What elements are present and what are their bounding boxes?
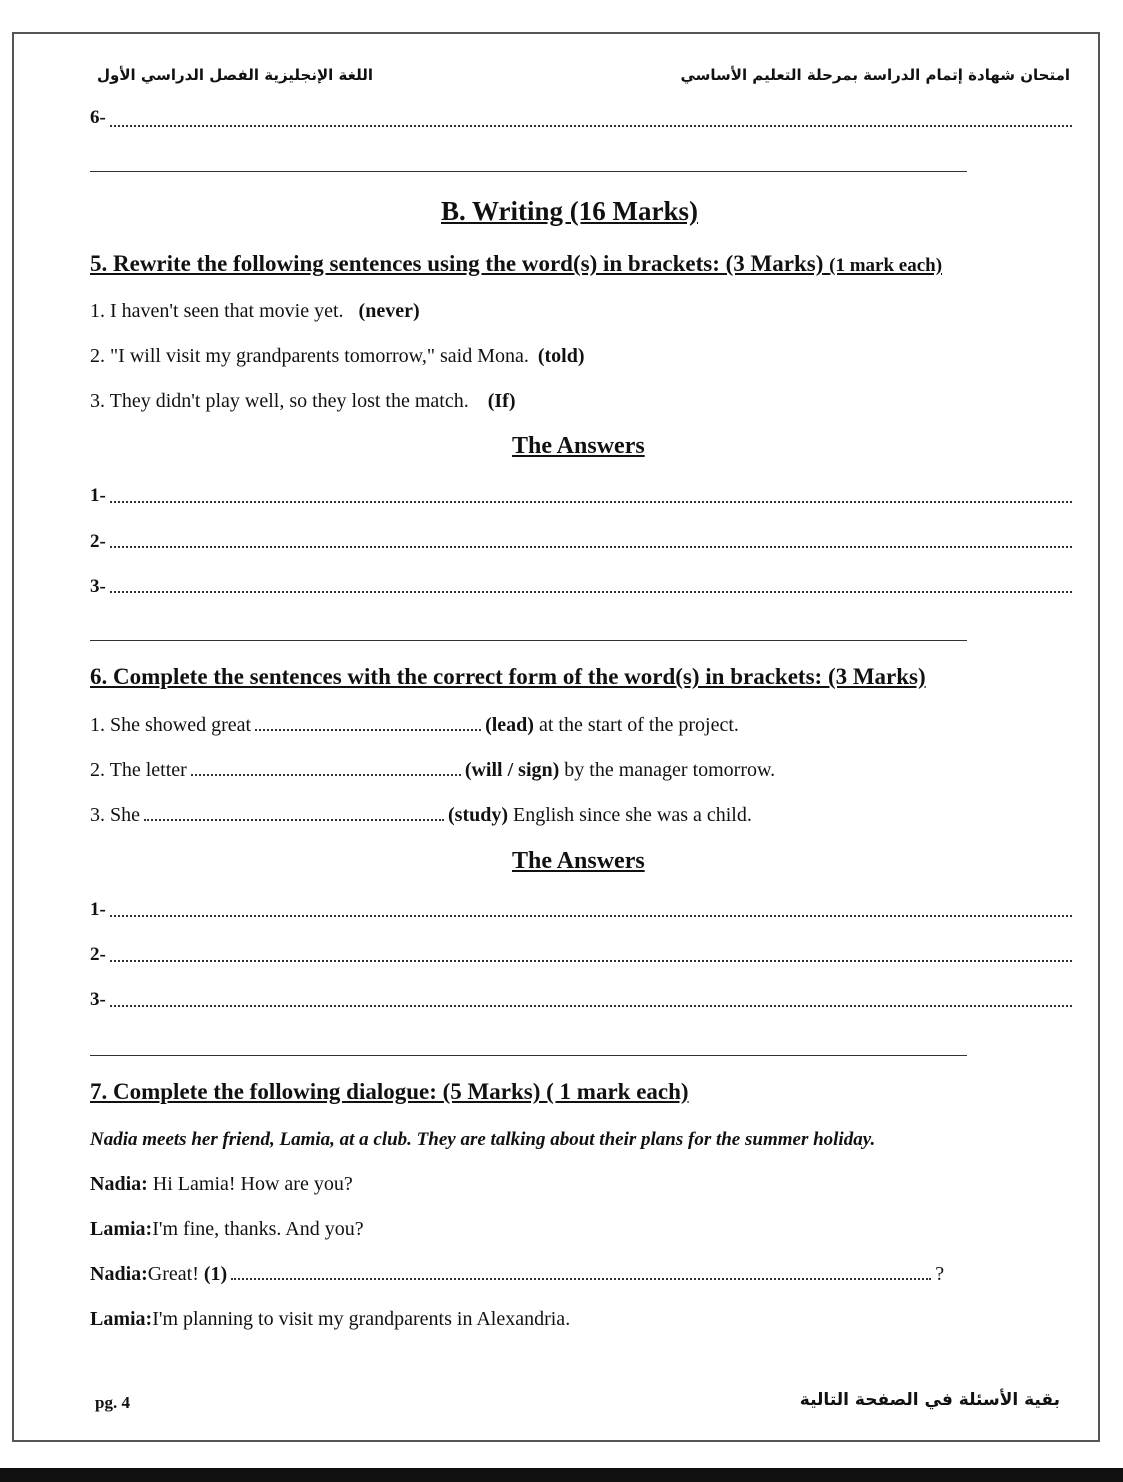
speaker-nadia: Nadia: <box>90 1263 148 1285</box>
q5-item-1-text: 1. I haven't seen that movie yet. <box>90 300 344 322</box>
dialogue-text: Hi Lamia! How are you? <box>147 1173 353 1195</box>
header-subject: اللغة الإنجليزية الفصل الدراسي الأول <box>97 66 373 84</box>
section-title: B. Writing (16 Marks) <box>441 196 699 226</box>
dialogue-text: I'm planning to visit my grandparents in Alexandria. <box>152 1308 571 1330</box>
q6-item-1-word: (lead) <box>485 714 534 736</box>
q6-item-3-before: 3. She <box>90 804 140 826</box>
header-exam-title: امتحان شهادة إتمام الدراسة بمرحلة التعليم الأساسي <box>680 66 1070 84</box>
q5-item-2-word: (told) <box>537 345 585 367</box>
q6-item-3-word: (study) <box>448 804 509 826</box>
q5-answers-title: The Answers <box>512 433 645 459</box>
speaker-lamia: Lamia: <box>90 1218 153 1240</box>
q6-item-1-after: at the start of the project. <box>538 714 739 736</box>
q5-answer-label-2: 2- <box>90 531 106 552</box>
q6-answer-label-2: 2- <box>90 944 106 965</box>
q5-answer-line-3[interactable] <box>110 591 1072 593</box>
q6-item-2-before: 2. The letter <box>90 759 187 781</box>
q6-answer-label-1: 1- <box>90 899 106 920</box>
q5-title-text: 5. Rewrite the following sentences using the word(s) in brackets: (3 Marks) <box>90 251 824 276</box>
q5-item-2-text: 2. "I will visit my grandparents tomorrow," said Mona. <box>90 345 529 367</box>
q5-answer-label-1: 1- <box>90 485 106 506</box>
q6-item-3 <box>90 804 752 827</box>
q6-item-3-after: English since she was a child. <box>513 804 752 826</box>
q6-answer-label-3: 3- <box>90 989 106 1010</box>
dialogue-text: I'm fine, thanks. And you? <box>152 1218 364 1240</box>
q5-item-3-word: (If) <box>487 390 516 412</box>
question-mark: ? <box>935 1263 945 1285</box>
q6-answer-line-2[interactable] <box>110 960 1072 962</box>
q6-item-1-before: 1. She showed great <box>90 714 252 736</box>
divider <box>90 1055 967 1056</box>
q6-title: 6. Complete the sentences with the correct form of the word(s) in brackets: (3 Marks) <box>90 664 926 689</box>
q7-title: 7. Complete the following dialogue: (5 Marks) ( 1 mark each) <box>90 1079 689 1104</box>
speaker-lamia: Lamia: <box>90 1308 153 1330</box>
dialogue-line-1 <box>90 1173 353 1196</box>
footer-continued-note: بقية الأسئلة في الصفحة التالية <box>799 1390 1060 1410</box>
q6-item-2-after: by the manager tomorrow. <box>564 759 776 781</box>
page-number: pg. 4 <box>95 1393 130 1412</box>
q5-item-2 <box>90 345 585 368</box>
q5-answer-line-2[interactable] <box>110 546 1072 548</box>
q6-answers-title: The Answers <box>512 848 645 874</box>
q6-item-1 <box>90 714 739 737</box>
bottom-edge <box>0 1468 1123 1482</box>
q5-item-1-word: (never) <box>358 300 420 322</box>
q5-answer-line-1[interactable] <box>110 501 1072 503</box>
q5-item-1 <box>90 300 420 323</box>
q5-answer-label-3: 3- <box>90 576 106 597</box>
q5-title <box>90 251 942 277</box>
dialogue-blank-1[interactable] <box>231 1278 931 1280</box>
q5-note: (1 mark each) <box>829 255 943 276</box>
answer-line[interactable] <box>110 125 1072 127</box>
q6-blank-3[interactable] <box>144 819 444 821</box>
q6-answer-line-3[interactable] <box>110 1005 1072 1007</box>
top-item-label: 6- <box>90 107 106 128</box>
dialogue-blank-number: (1) <box>203 1263 228 1285</box>
q6-item-2 <box>90 759 775 782</box>
q6-answer-line-1[interactable] <box>110 915 1072 917</box>
dialogue-line-3 <box>90 1263 944 1286</box>
q6-blank-1[interactable] <box>255 729 481 731</box>
q7-intro: Nadia meets her friend, Lamia, at a club. They are talking about their plans for the summer holiday. <box>90 1129 876 1150</box>
q5-item-3 <box>90 390 516 413</box>
divider <box>90 171 967 172</box>
q6-blank-2[interactable] <box>191 774 461 776</box>
speaker-nadia: Nadia: <box>90 1173 148 1195</box>
dialogue-line-4 <box>90 1308 570 1331</box>
divider <box>90 640 967 641</box>
q5-item-3-text: 3. They didn't play well, so they lost the match. <box>90 390 469 412</box>
dialogue-line-2 <box>90 1218 364 1241</box>
dialogue-text: Great! <box>147 1263 204 1285</box>
q6-item-2-word: (will / sign) <box>464 759 560 781</box>
